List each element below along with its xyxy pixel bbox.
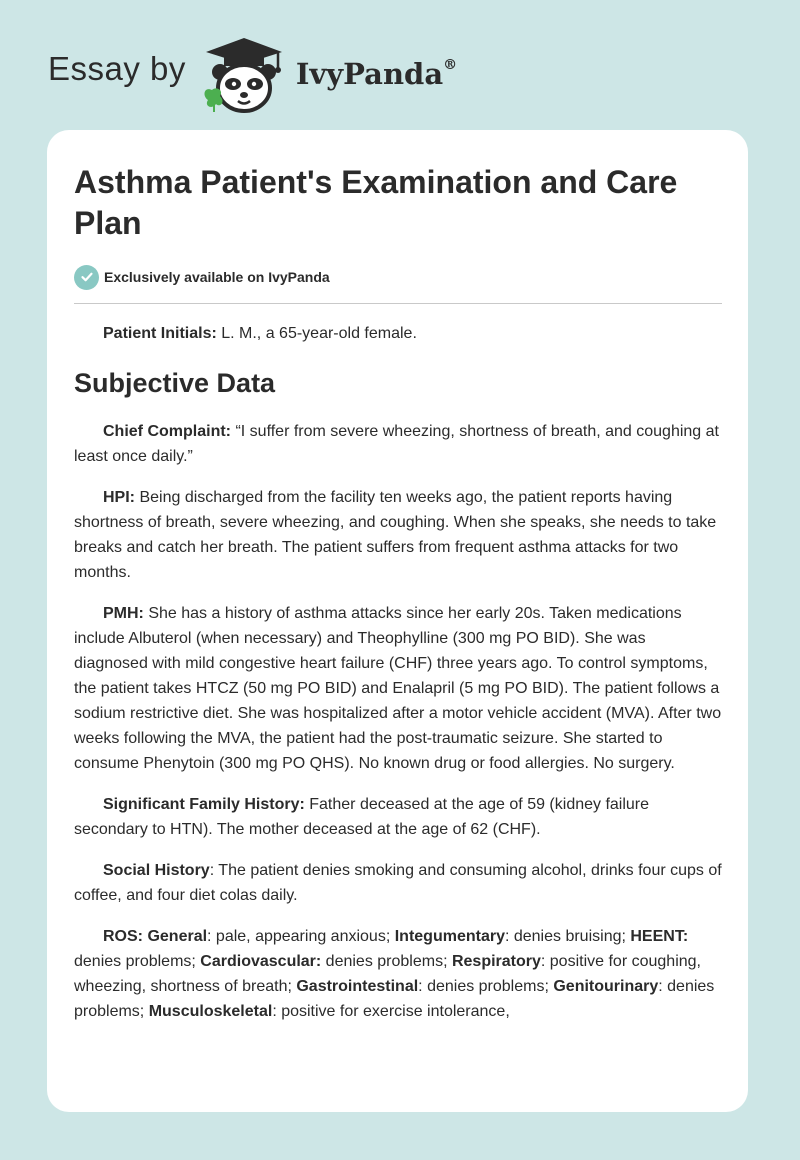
chief-complaint-paragraph: [74, 419, 722, 469]
family-history-text: Father deceased at the age of 59 (kidney failure secondary to HTN). The mother deceased at the age of 62 (CHF).: [74, 796, 650, 838]
ros-general-label: General: [143, 928, 208, 945]
patient-initials-paragraph: [74, 321, 722, 346]
page-title: Asthma Patient's Examination and Care Plan: [74, 164, 678, 241]
ros-gastrointestinal-text: : denies problems;: [418, 978, 554, 995]
exclusive-badge: [74, 264, 722, 290]
ros-general-text: : pale, appearing anxious;: [207, 928, 395, 945]
hpi-text: Being discharged from the facility ten weeks ago, the patient reports having shortness of breath, severe wheezing, and coughing. When she speaks, she needs to take breaks and catch her breath. The patient suffers from frequent asthma attacks for two months.: [74, 489, 717, 581]
family-history-label: Significant Family History:: [103, 796, 305, 813]
hpi-paragraph: [74, 485, 722, 585]
chief-complaint-text: “I suffer from severe wheezing, shortness of breath, and coughing at least once daily.”: [74, 423, 719, 465]
ros-respiratory-label: Respiratory: [451, 953, 541, 970]
divider: [74, 303, 722, 304]
patient-initials-label: Patient Initials:: [103, 325, 217, 342]
essay-body: [74, 321, 722, 1024]
ros-heent-text: denies problems;: [74, 953, 201, 970]
panda-logo-icon: [198, 32, 290, 114]
brand-name-text: IvyPanda: [295, 57, 444, 91]
ros-integumentary-text: : denies bruising;: [504, 928, 631, 945]
brand-name: [296, 57, 457, 91]
ros-label: ROS:: [103, 928, 143, 945]
pmh-paragraph: [74, 601, 722, 776]
ros-musculoskeletal-label: Musculoskeletal: [148, 1003, 273, 1020]
pmh-label: PMH:: [103, 605, 144, 622]
social-history-paragraph: [74, 858, 722, 908]
ros-cardiovascular-text: denies problems;: [321, 953, 452, 970]
ros-cardiovascular-label: Cardiovascular:: [200, 953, 322, 970]
social-history-text: : The patient denies smoking and consuming alcohol, drinks four cups of coffee, and four diet colas daily.: [74, 862, 722, 904]
section-heading-subjective: Subjective Data: [74, 368, 276, 398]
family-history-paragraph: [74, 792, 722, 842]
pmh-text: She has a history of asthma attacks since her early 20s. Taken medications include Albuterol (when necessary) and Theophylline (300 mg PO BID). She was diagnosed with mild congestive heart failure (CHF) three years ago. To control symptoms, the patient takes HTCZ (50 mg PO BID) and Enalapril (5 mg PO BID). The patient follows a sodium restrictive diet. She was hospitalized after a motor vehicle accident (MVA). After two weeks following the MVA, the patient had the post-traumatic seizure. She started to consume Phenytoin (300 mg PO QHS). No known drug or food allergies. No surgery.: [74, 605, 722, 772]
registered-mark: ®: [443, 57, 458, 74]
ros-genitourinary-text: : denies problems;: [74, 978, 715, 1020]
chief-complaint-label: Chief Complaint:: [103, 423, 231, 440]
ros-genitourinary-label: Genitourinary: [553, 978, 659, 995]
patient-initials-text: L. M., a 65-year-old female.: [216, 325, 417, 342]
ros-respiratory-text: : positive for coughing, wheezing, shortness of breath;: [74, 953, 701, 995]
ros-heent-label: HEENT:: [630, 928, 689, 945]
exclusive-text: Exclusively available on IvyPanda: [104, 269, 330, 285]
hpi-label: HPI:: [103, 489, 135, 506]
ros-integumentary-label: Integumentary: [394, 928, 505, 945]
social-history-label: Social History: [103, 862, 210, 879]
site-header: [48, 28, 457, 118]
check-circle-icon: [74, 265, 99, 290]
brand-prefix: Essay by: [48, 50, 186, 87]
ros-musculoskeletal-text: : positive for exercise intolerance,: [272, 1003, 510, 1020]
essay-card: [47, 130, 748, 1112]
ros-gastrointestinal-label: Gastrointestinal: [296, 978, 419, 995]
ros-paragraph: [74, 924, 722, 1024]
